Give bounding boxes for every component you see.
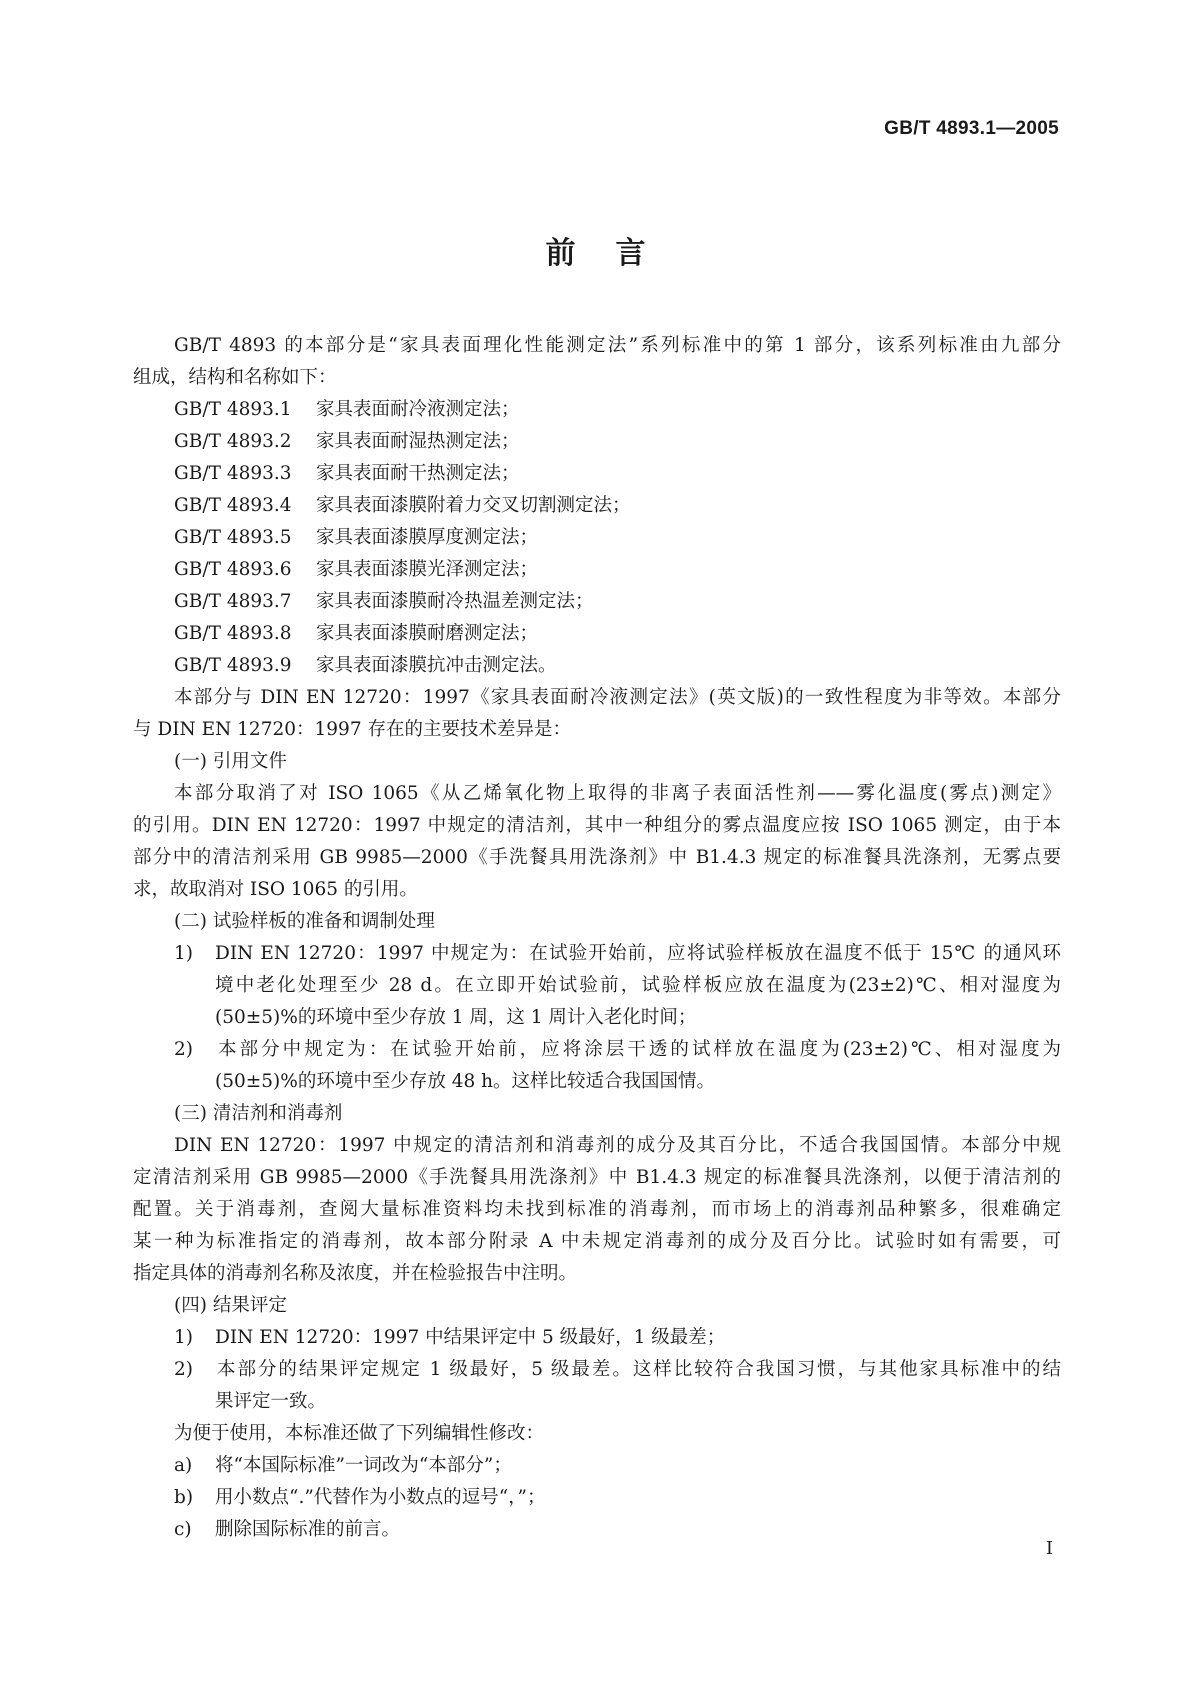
part-name: 家具表面漆膜附着力交叉切割测定法；	[316, 495, 631, 516]
list-item-line	[133, 1354, 1061, 1386]
paragraph-line: 部分中的清洁剂采用 GB 9985—2000《手洗餐具用洗涤剂》中 B1.4.3 规定的标准餐具洗涤剂，无雾点要	[133, 847, 1061, 868]
list-item-line: 境中老化处理至少 28 d。在立即开始试验前，试验样板应放在温度为(23±2)℃、相对湿度为	[215, 975, 1061, 996]
part-name: 家具表面漆膜耐冷热温差测定法；	[316, 591, 594, 612]
list-item-line	[133, 1322, 1061, 1354]
paragraph-line: 本部分与 DIN EN 12720：1997《家具表面耐冷液测定法》(英文版)的一致性程度为非等效。本部分	[174, 687, 1061, 708]
item-marker: 2)	[174, 1359, 193, 1380]
item-marker: 2)	[174, 1039, 193, 1060]
paragraph-line: GB/T 4893 的本部分是“家具表面理化性能测定法”系列标准中的第 1 部分，该系列标准由九部分	[174, 335, 1061, 356]
list-item	[133, 554, 1061, 586]
part-name: 家具表面漆膜光泽测定法；	[316, 559, 539, 580]
list-item	[133, 522, 1061, 554]
item-text: 将“本国际标准”一词改为“本部分”；	[215, 1455, 512, 1476]
page-number: I	[1045, 1538, 1053, 1559]
item-text: 本部分的结果评定规定 1 级最好，5 级最差。这样比较符合我国习惯，与其他家具标准中的结	[215, 1359, 1061, 1380]
list-item-line	[133, 1482, 1061, 1514]
item-text: 删除国际标准的前言。	[215, 1519, 401, 1540]
standard-number: GB/T 4893.1—2005	[884, 118, 1059, 139]
list-item	[133, 426, 1061, 458]
paragraph-line: 本部分取消了对 ISO 1065《从乙烯氧化物上取得的非离子表面活性剂——雾化温度(雾点)测定》	[174, 783, 1061, 804]
part-name: 家具表面耐湿热测定法；	[316, 431, 520, 452]
item-marker: 1)	[174, 943, 193, 964]
paragraph-line: 与 DIN EN 12720：1997 存在的主要技术差异是：	[133, 719, 571, 740]
list-item-line: 果评定一致。	[215, 1391, 327, 1412]
part-code: GB/T 4893.4	[174, 495, 292, 516]
list-item	[133, 490, 1061, 522]
part-code: GB/T 4893.6	[174, 559, 292, 580]
part-name: 家具表面耐干热测定法；	[316, 463, 520, 484]
page-title: 前言	[545, 236, 686, 271]
paragraph-line: 指定具体的消毒剂名称及浓度，并在检验报告中注明。	[133, 1263, 578, 1284]
list-item	[133, 458, 1061, 490]
item-marker: 1)	[174, 1327, 193, 1348]
paragraph-line: 定清洁剂采用 GB 9985—2000《手洗餐具用洗涤剂》中 B1.4.3 规定的标准餐具洗涤剂，以便于清洁剂的	[133, 1167, 1061, 1188]
list-item-line: (50±5)%的环境中至少存放 1 周，这 1 周计入老化时间；	[215, 1007, 697, 1028]
list-item-line	[133, 1450, 1061, 1482]
part-name: 家具表面漆膜耐磨测定法；	[316, 623, 539, 644]
part-code: GB/T 4893.1	[174, 399, 292, 420]
foreword-body	[133, 330, 1061, 1546]
part-code: GB/T 4893.2	[174, 431, 292, 452]
part-code: GB/T 4893.9	[174, 655, 292, 676]
section-heading: (三) 清洁剂和消毒剂	[174, 1103, 343, 1124]
list-item	[133, 618, 1061, 650]
part-name: 家具表面漆膜厚度测定法；	[316, 527, 539, 548]
section-heading: (一) 引用文件	[174, 751, 287, 772]
list-item-line	[133, 1514, 1061, 1546]
paragraph-line: DIN EN 12720：1997 中规定的清洁剂和消毒剂的成分及其百分比，不适合我国国情。本部分中规	[174, 1135, 1061, 1156]
item-marker: c)	[174, 1519, 192, 1540]
list-item-line	[133, 1034, 1061, 1066]
list-item	[133, 650, 1061, 682]
section-heading: (二) 试验样板的准备和调制处理	[174, 911, 435, 932]
list-item	[133, 586, 1061, 618]
paragraph-line: 配置。关于消毒剂，查阅大量标准资料均未找到标准的消毒剂，而市场上的消毒剂品种繁多，很难确定	[133, 1199, 1061, 1220]
list-item-line: (50±5)%的环境中至少存放 48 h。这样比较适合我国国情。	[215, 1071, 716, 1092]
item-text: 本部分中规定为：在试验开始前，应将涂层干透的试样放在温度为(23±2)℃、相对湿度为	[215, 1039, 1061, 1060]
part-name: 家具表面漆膜抗冲击测定法。	[316, 655, 557, 676]
paragraph-line: 某一种为标准指定的消毒剂，故本部分附录 A 中未规定消毒剂的成分及百分比。试验时如有需要，可	[133, 1231, 1061, 1252]
item-text: 用小数点“.”代替作为小数点的逗号“，”；	[215, 1487, 546, 1508]
section-heading: (四) 结果评定	[174, 1295, 287, 1316]
part-code: GB/T 4893.3	[174, 463, 292, 484]
list-item	[133, 394, 1061, 426]
paragraph-line: 的引用。DIN EN 12720：1997 中规定的清洁剂，其中一种组分的雾点温度应按 ISO 1065 测定，由于本	[133, 815, 1061, 836]
item-text: DIN EN 12720：1997 中结果评定中 5 级最好，1 级最差；	[215, 1327, 726, 1348]
paragraph-line: 为便于使用，本标准还做了下列编辑性修改：	[174, 1423, 545, 1444]
item-marker: a)	[174, 1455, 193, 1476]
list-item-line	[133, 938, 1061, 970]
part-code: GB/T 4893.8	[174, 623, 292, 644]
item-text: DIN EN 12720：1997 中规定为：在试验开始前，应将试验样板放在温度不低于 15℃ 的通风环	[215, 943, 1061, 964]
paragraph-line: 组成，结构和名称如下：	[133, 367, 337, 388]
paragraph-line: 求，故取消对 ISO 1065 的引用。	[133, 879, 418, 900]
part-code: GB/T 4893.5	[174, 527, 292, 548]
part-code: GB/T 4893.7	[174, 591, 292, 612]
item-marker: b)	[174, 1487, 194, 1508]
part-name: 家具表面耐冷液测定法；	[316, 399, 520, 420]
